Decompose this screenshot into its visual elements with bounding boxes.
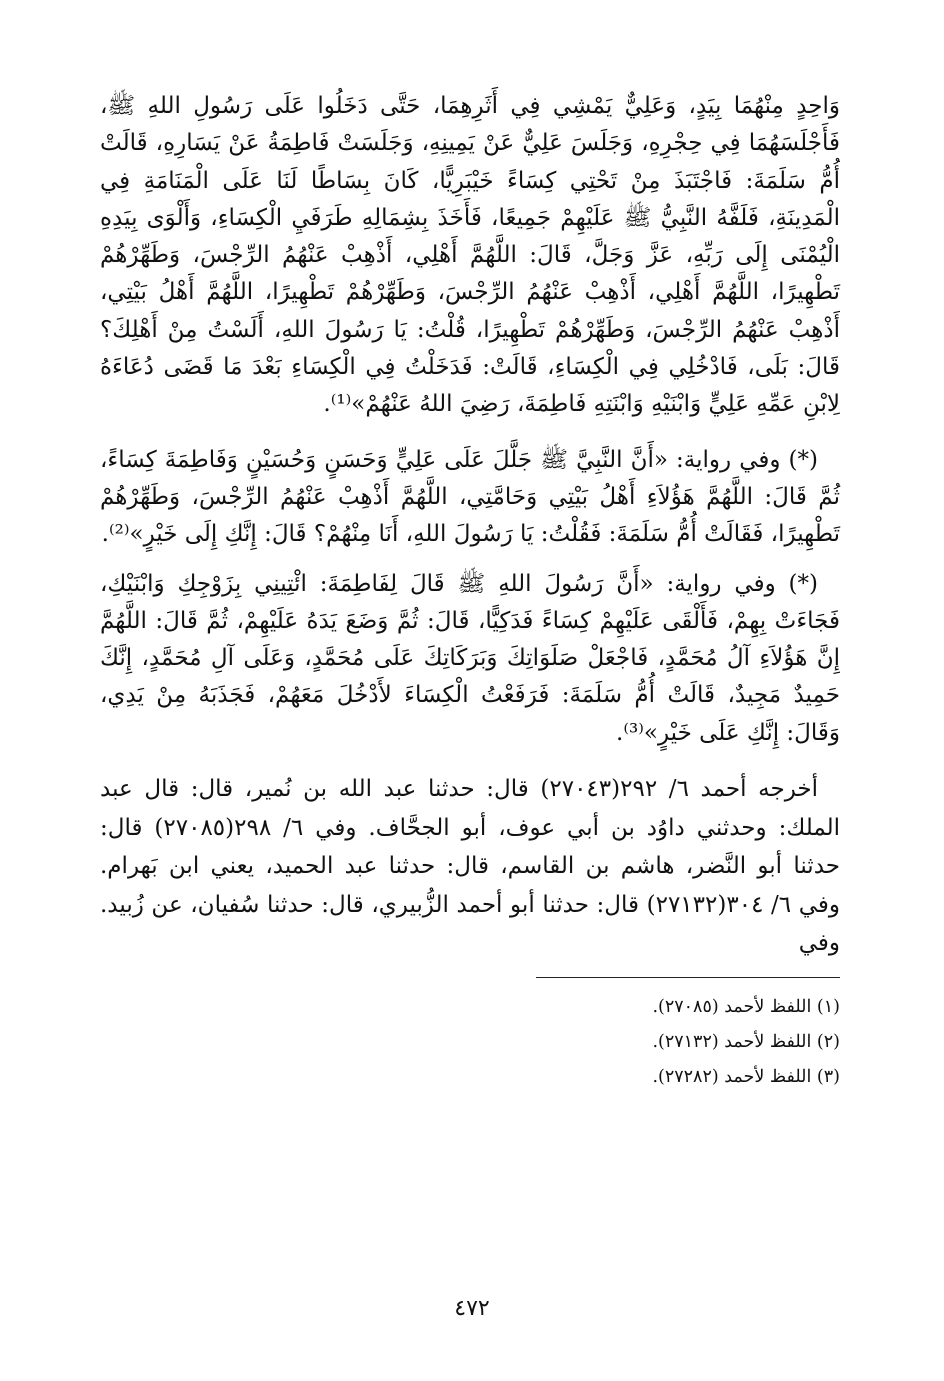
page-number: ٤٧٢ bbox=[454, 1296, 490, 1321]
page-content bbox=[100, 88, 840, 1348]
footnote-2: (٢) اللفظ لأحمد (٢٧١٣٢). bbox=[652, 1031, 840, 1052]
narration-paragraph-2: (*) وفي رواية: «أَنَّ النَّبِيَّ ﷺ جَلَّلَ عَلَى عَلِيٍّ وَحَسَنٍ وَحُسَيْنٍ وَفَاطِمَةَ كِسَاءً، ثُمَّ قَالَ: اللَّهُمَّ هَؤُلاَءِ أَهْلُ بَيْتِي وَحَامَّتِي، اللَّهُمَّ أَذْهِبْ عَنْهُمُ الرِّجْسَ، وَطَهِّرْهُمْ تَطْهِيرًا، فَقَالَتْ أُمُّ سَلَمَةَ: فَقُلْتُ: يَا رَسُولَ اللهِ، أَنَا مِنْهُمْ؟ قَالَ: إِنَّكِ إِلَى خَيْرٍ»⁽²⁾. bbox=[100, 446, 840, 548]
takhrij-paragraph: أخرجه أحمد ٦/ ٢٩٢(٢٧٠٤٣) قال: حدثنا عبد الله بن نُمير، قال: قال عبد الملك: وحدثني داوُد بن أبي عوف، أبو الجحَّاف. وفي ٦/ ٢٩٨(٢٧٠٨٥) قال: حدثنا أبو النَّضر، هاشم بن القاسم، قال: حدثنا عبد الحميد، يعني ابن بَهرام. وفي ٦/ ٣٠٤(٢٧١٣٢) قال: حدثنا أبو أحمد الزُّبيري، قال: حدثنا سُفيان، عن زُبيد. وفي bbox=[100, 776, 841, 957]
footnotes bbox=[100, 990, 840, 1095]
footnote-separator bbox=[536, 977, 840, 978]
narration-paragraph-3: (*) وفي رواية: «أَنَّ رَسُولَ اللهِ ﷺ قَالَ لِفَاطِمَةَ: ائْتِينِي بِزَوْجِكِ وَابْنَيْكِ، فَجَاءَتْ بِهِمْ، فَأَلْقَى عَلَيْهِمْ كِسَاءً فَدَكِيًّا، قَالَ: ثُمَّ وَضَعَ يَدَهُ عَلَيْهِمْ، ثُمَّ قَالَ: اللَّهُمَّ إِنَّ هَؤُلاَءِ آلُ مُحَمَّدٍ، فَاجْعَلْ صَلَوَاتِكَ وَبَرَكَاتِكَ عَلَى مُحَمَّدٍ، وَعَلَى آلِ مُحَمَّدٍ، إِنَّكَ حَمِيدٌ مَجِيدٌ، قَالَتْ أُمُّ سَلَمَةَ: فَرَفَعْتُ الْكِسَاءَ لأَدْخُلَ مَعَهُمْ، فَجَذَبَهُ مِنْ يَدِي، وَقَالَ: إِنَّكِ عَلَى خَيْرٍ»⁽³⁾. bbox=[100, 570, 840, 746]
footnote-3: (٣) اللفظ لأحمد (٢٧٢٨٢). bbox=[652, 1066, 840, 1087]
main-paragraph: وَاحِدٍ مِنْهُمَا بِيَدٍ، وَعَلِيٌّ يَمْشِي فِي أَثَرِهِمَا، حَتَّى دَخَلُوا عَلَى رَسُولِ اللهِ ﷺ، فَأَجْلَسَهُمَا فِي حِجْرِهِ، وَجَلَسَ عَلِيٌّ عَنْ يَمِينِهِ، وَجَلَسَتْ فَاطِمَةُ عَنْ يَسَارِهِ، قَالَتْ أُمُّ سَلَمَةَ: فَاجْتَبَذَ مِنْ تَحْتِي كِسَاءً خَيْبَرِيًّا، كَانَ بِسَاطًا لَنَا عَلَى الْمَنَامَةِ فِي الْمَدِينَةِ، فَلَفَّهُ النَّبِيُّ ﷺ عَلَيْهِمْ جَمِيعًا، فَأَخَذَ بِشِمَالِهِ طَرَفَيِ الْكِسَاءِ، وَأَلْوَى بِيَدِهِ الْيُمْنَى إِلَى رَبِّهِ، عَزَّ وَجَلَّ، قَالَ: اللَّهُمَّ أَهْلِي، أَذْهِبْ عَنْهُمُ الرِّجْسَ، وَطَهِّرْهُمْ تَطْهِيرًا، اللَّهُمَّ أَهْلِي، أَذْهِبْ عَنْهُمُ الرِّجْسَ، وَطَهِّرْهُمْ تَطْهِيرًا، اللَّهُمَّ أَهْلُ بَيْتِي، أَذْهِبْ عَنْهُمُ الرِّجْسَ، وَطَهِّرْهُمْ تَطْهِيرًا، قُلْتُ: يَا رَسُولَ اللهِ، أَلَسْتُ مِنْ أَهْلِكَ؟ قَالَ: بَلَى، فَادْخُلِي فِي الْكِسَاءِ، قَالَتْ: فَدَخَلْتُ فِي الْكِسَاءِ بَعْدَ مَا قَضَى دُعَاءَهُ لِابْنِ عَمِّهِ عَلِيٍّ وَابْنَيْهِ وَابْنَتِهِ فَاطِمَةَ، رَضِيَ اللهُ عَنْهُمْ»⁽¹⁾. bbox=[100, 93, 840, 418]
footnote-1: (١) اللفظ لأحمد (٢٧٠٨٥). bbox=[652, 996, 840, 1017]
